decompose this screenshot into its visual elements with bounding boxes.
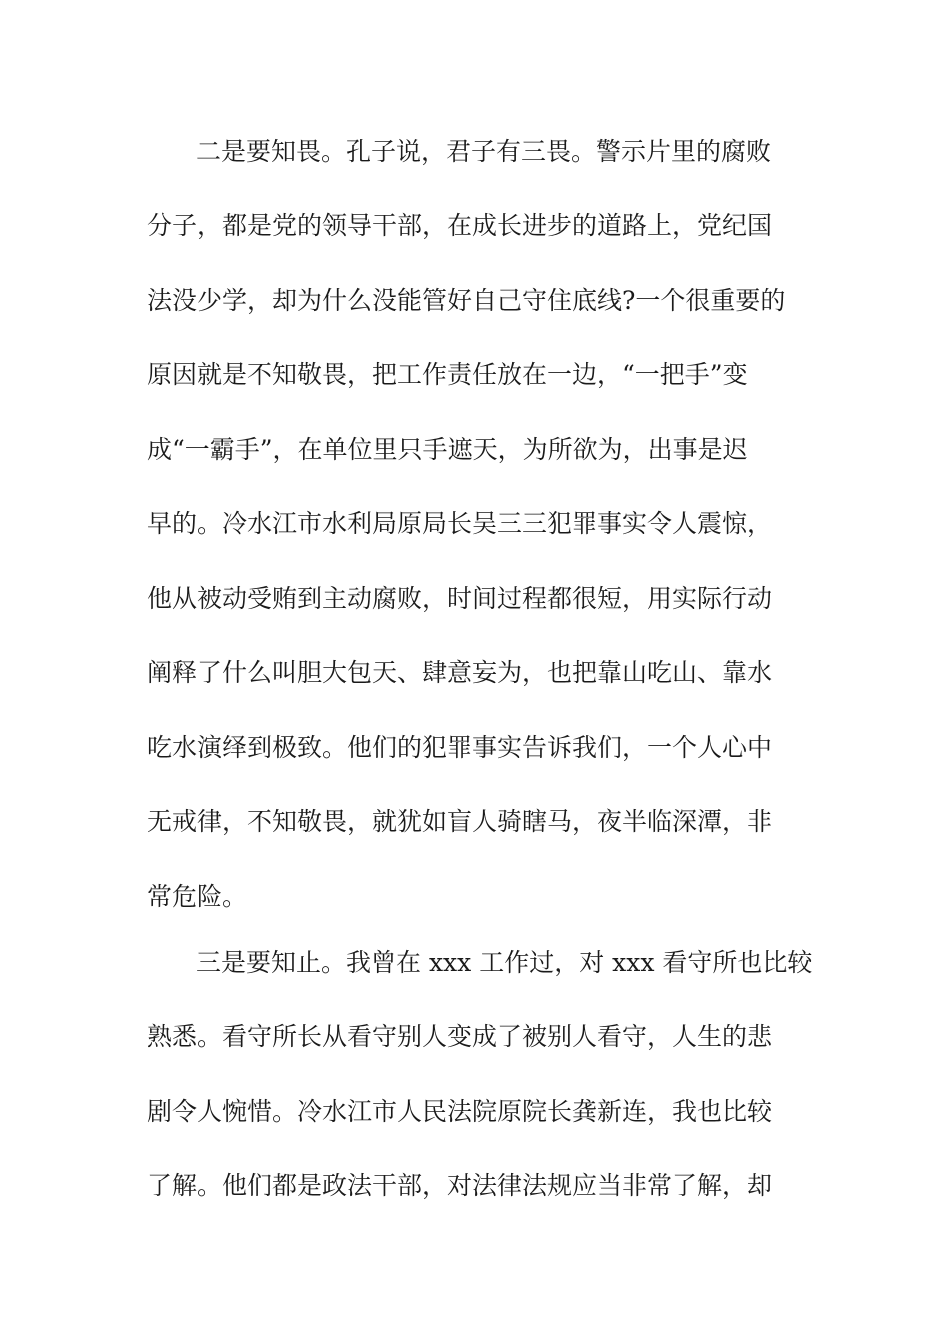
paragraph-line-3: 法没少学，却为什么没能管好自己守住底线?一个很重要的 <box>147 286 786 315</box>
paragraph-line-7: 他从被动受贿到主动腐败，时间过程都很短，用实际行动 <box>147 584 773 613</box>
paragraph-line-8: 阐释了什么叫胆大包天、肆意妄为，也把靠山吃山、靠水 <box>147 658 773 687</box>
paragraph-line-6: 早的。冷水江市水利局原局长吴三三犯罪事实令人震惊， <box>147 509 773 538</box>
paragraph-line-9: 吃水演绎到极致。他们的犯罪事实告诉我们，一个人心中 <box>147 733 773 762</box>
paragraph-line-1: 二是要知畏。孔子说，君子有三畏。警示片里的腐败 <box>196 137 772 166</box>
paragraph-line-15: 了解。他们都是政法干部，对法律法规应当非常了解，却 <box>147 1171 773 1200</box>
paragraph-line-4: 原因就是不知敬畏，把工作责任放在一边，“一把手”变 <box>147 360 748 389</box>
paragraph-line-11: 常危险。 <box>147 882 248 911</box>
paragraph-line-2: 分子，都是党的领导干部，在成长进步的道路上，党纪国 <box>147 211 773 240</box>
paragraph-line-13: 熟悉。看守所长从看守别人变成了被别人看守，人生的悲 <box>147 1022 773 1051</box>
paragraph-line-14: 剧令人惋惜。冷水江市人民法院原院长龚新连，我也比较 <box>147 1097 773 1126</box>
paragraph-line-10: 无戒律，不知敬畏，就犹如盲人骑瞎马，夜半临深潭，非 <box>147 807 773 836</box>
paragraph-line-5: 成“一霸手”，在单位里只手遮天，为所欲为，出事是迟 <box>147 435 748 464</box>
paragraph-line-12: 三是要知止。我曾在 xxx 工作过，对 xxx 看守所也比较 <box>196 948 813 977</box>
